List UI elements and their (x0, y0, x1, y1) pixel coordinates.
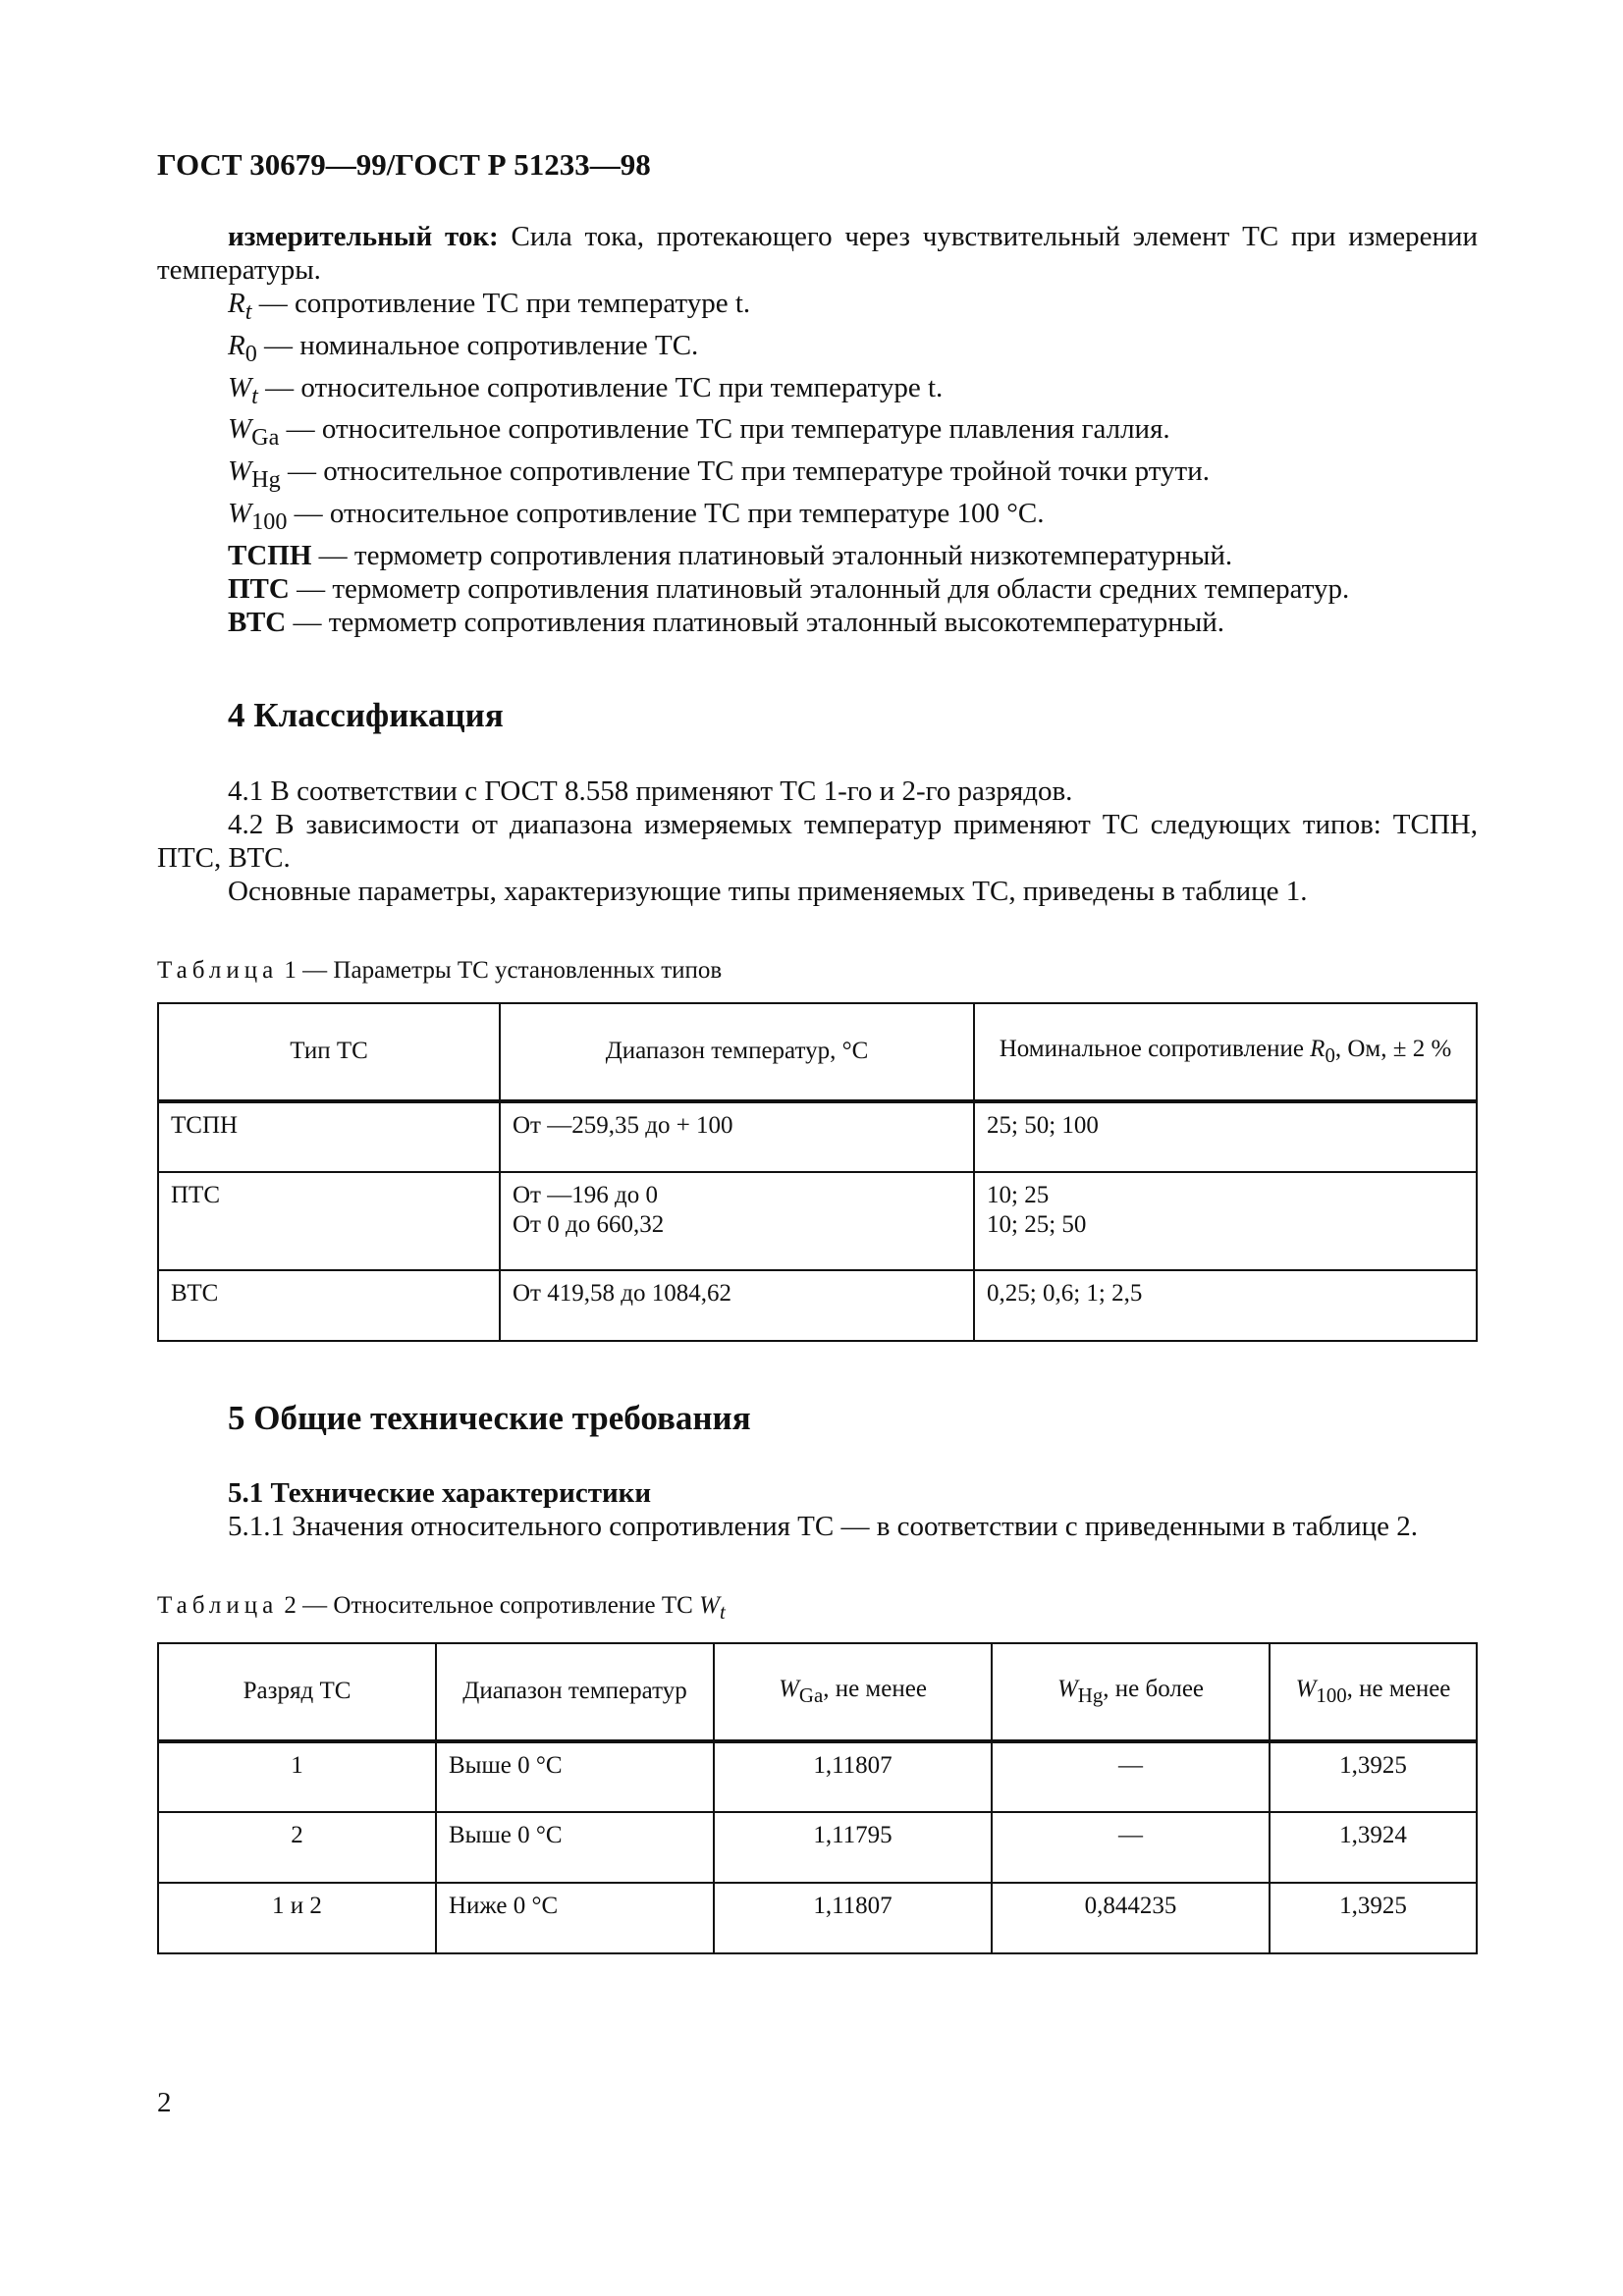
para-4-2: 4.2 В зависимости от диапазона измеряемых температур применяют ТС следующих типов: ТСПН, ПТС, ВТС. (157, 808, 1478, 874)
document-page (157, 147, 1478, 1954)
def-w100: $W_{100}$ — относительное сопротивление ТС при температуре 100 °С. (228, 497, 1045, 535)
document-header: ГОСТ 30679—99/ГОСТ Р 51233—98 (157, 147, 651, 182)
def-whg: $W_{Hg}$ — относительное сопротивление ТС при температуре тройной точки ртути. (228, 455, 1210, 493)
def-rt: $R_t$ — сопротивление ТС при температуре t. (228, 288, 751, 325)
para-5-1-1: 5.1.1 Значения относительного сопротивления ТС — в соответствии с приведенными в таблице 2. (228, 1510, 1418, 1542)
def-r0: $R_0$ — номинальное сопротивление ТС. (228, 329, 699, 367)
section-5-title: 5 Общие технические требования (228, 1398, 751, 1437)
table-row: 2 Выше 0 °С 1,11795 — 1,3924 (158, 1812, 1477, 1883)
table-row: 1 Выше 0 °С 1,11807 — 1,3925 (158, 1741, 1477, 1812)
page-number: 2 (157, 2087, 172, 2118)
table-2: Разряд ТС Диапазон температур $W_{Ga}$, не менее $W_{Hg}$, не более $W_{100}$, не менее 1 Выше 0 °С 1,11807 — 1,3925 2 Выше 0 °С 1,11795 — 1,3924 1 и 2 Ниже 0 °С 1,11807 0,844235 1,3925 (157, 1642, 1478, 1954)
t1-header-resistance: Номинальное сопротивление $R_0$, Ом, ± 2 % (974, 1003, 1477, 1101)
def-wt: $W_t$ — относительное сопротивление ТС при температуре t. (228, 371, 944, 409)
table-row: ТСПН От —259,35 до + 100 25; 50; 100 (158, 1101, 1477, 1172)
def-measuring-current: измерительный ток: Сила тока, протекающего через чувствительный элемент ТС при измерении температуры. (157, 221, 1478, 286)
t1-header-type: Тип ТС (158, 1003, 500, 1101)
para-4-1: 4.1 В соответствии с ГОСТ 8.558 применяют ТС 1-го и 2-го разрядов. (228, 774, 1073, 807)
table-1 (157, 1002, 1478, 1342)
def-vts: ВТС — термометр сопротивления платиновый эталонный высокотемпературный. (228, 606, 1225, 638)
t1-header-range: Диапазон температур, °С (500, 1003, 974, 1101)
table-row: ВТС От 419,58 до 1084,62 0,25; 0,6; 1; 2,5 (158, 1270, 1477, 1341)
table-row: 1 и 2 Ниже 0 °С 1,11807 0,844235 1,3925 (158, 1883, 1477, 1953)
table2-caption: Таблица 2 — Относительное сопротивление ТС $W_t$ (157, 1591, 726, 1624)
def-tspn: ТСПН — термометр сопротивления платиновый эталонный низкотемпературный. (228, 539, 1233, 571)
subsection-5-1-title: 5.1 Технические характеристики (228, 1476, 652, 1509)
table-row: ПТС От —196 до 0 От 0 до 660,32 10; 25 10; 25; 50 (158, 1172, 1477, 1270)
section-4-title: 4 Классификация (228, 695, 504, 734)
table1-caption: Таблица 1 — Параметры ТС установленных типов (157, 956, 723, 984)
para-4-3: Основные параметры, характеризующие типы применяемых ТС, приведены в таблице 1. (228, 875, 1308, 907)
def-pts: ПТС — термометр сопротивления платиновый эталонный для области средних температур. (228, 572, 1350, 605)
def-wga: $W_{Ga}$ — относительное сопротивление ТС при температуре плавления галлия. (228, 413, 1170, 452)
